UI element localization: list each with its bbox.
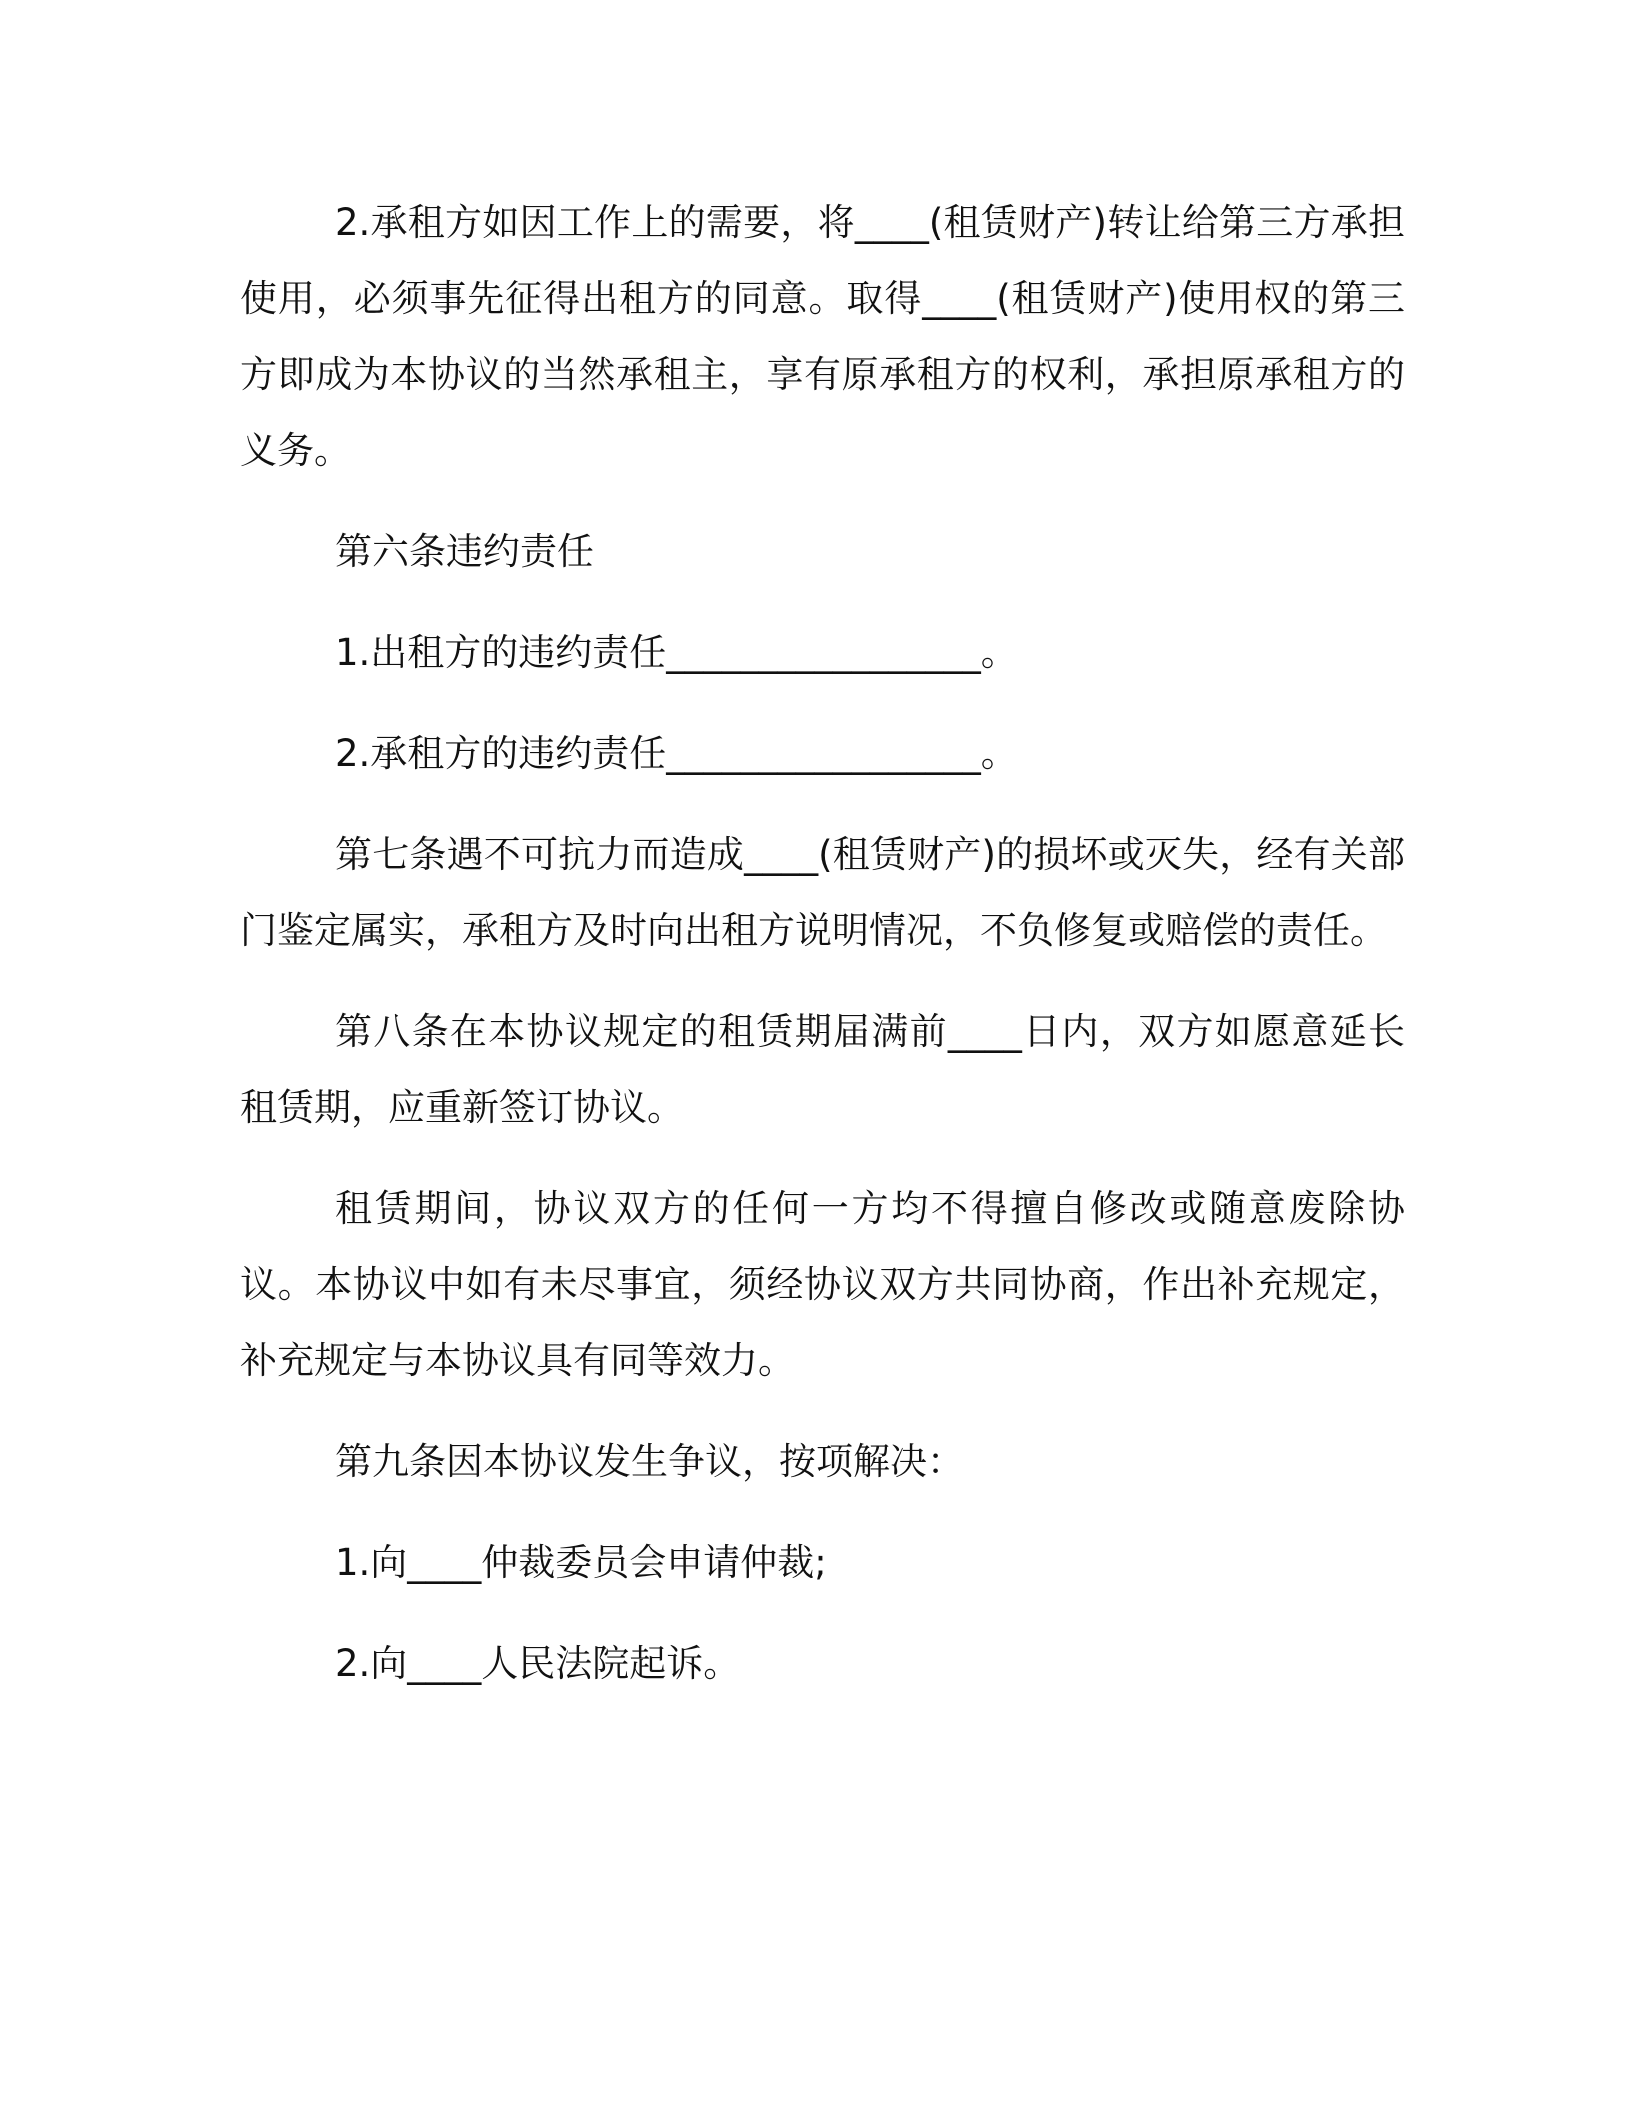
paragraph-court: 2.向____人民法院起诉。 (335, 1642, 741, 1685)
paragraph-article-7: 第七条遇不可抗力而造成____(租赁财产)的损坏或灭失，经有关部门鉴定属实，承租方及时向出租方说明情况，不负修复或赔偿的责任。 (240, 833, 1405, 952)
document-body (240, 185, 1405, 1727)
paragraph-lessor-liability: 1.出租方的违约责任_________________。 (335, 631, 1018, 674)
paragraph-article-8: 第八条在本协议规定的租赁期届满前____日内，双方如愿意延长租赁期，应重新签订协议。 (240, 1010, 1405, 1129)
paragraph-sublease-clause: 2.承租方如因工作上的需要，将____(租赁财产)转让给第三方承担使用，必须事先征得出租方的同意。取得____(租赁财产)使用权的第三方即成为本协议的当然承租主，享有原承租方的权利，承担原承租方的义务。 (240, 201, 1405, 472)
paragraph-arbitration: 1.向____仲裁委员会申请仲裁; (335, 1541, 827, 1584)
heading-article-9: 第九条因本协议发生争议，按项解决： (335, 1440, 964, 1483)
paragraph-modification-clause: 租赁期间，协议双方的任何一方均不得擅自修改或随意废除协议。本协议中如有未尽事宜，须经协议双方共同协商，作出补充规定，补充规定与本协议具有同等效力。 (240, 1187, 1405, 1382)
heading-article-6: 第六条违约责任 (335, 530, 594, 573)
paragraph-lessee-liability: 2.承租方的违约责任_________________。 (335, 732, 1018, 775)
